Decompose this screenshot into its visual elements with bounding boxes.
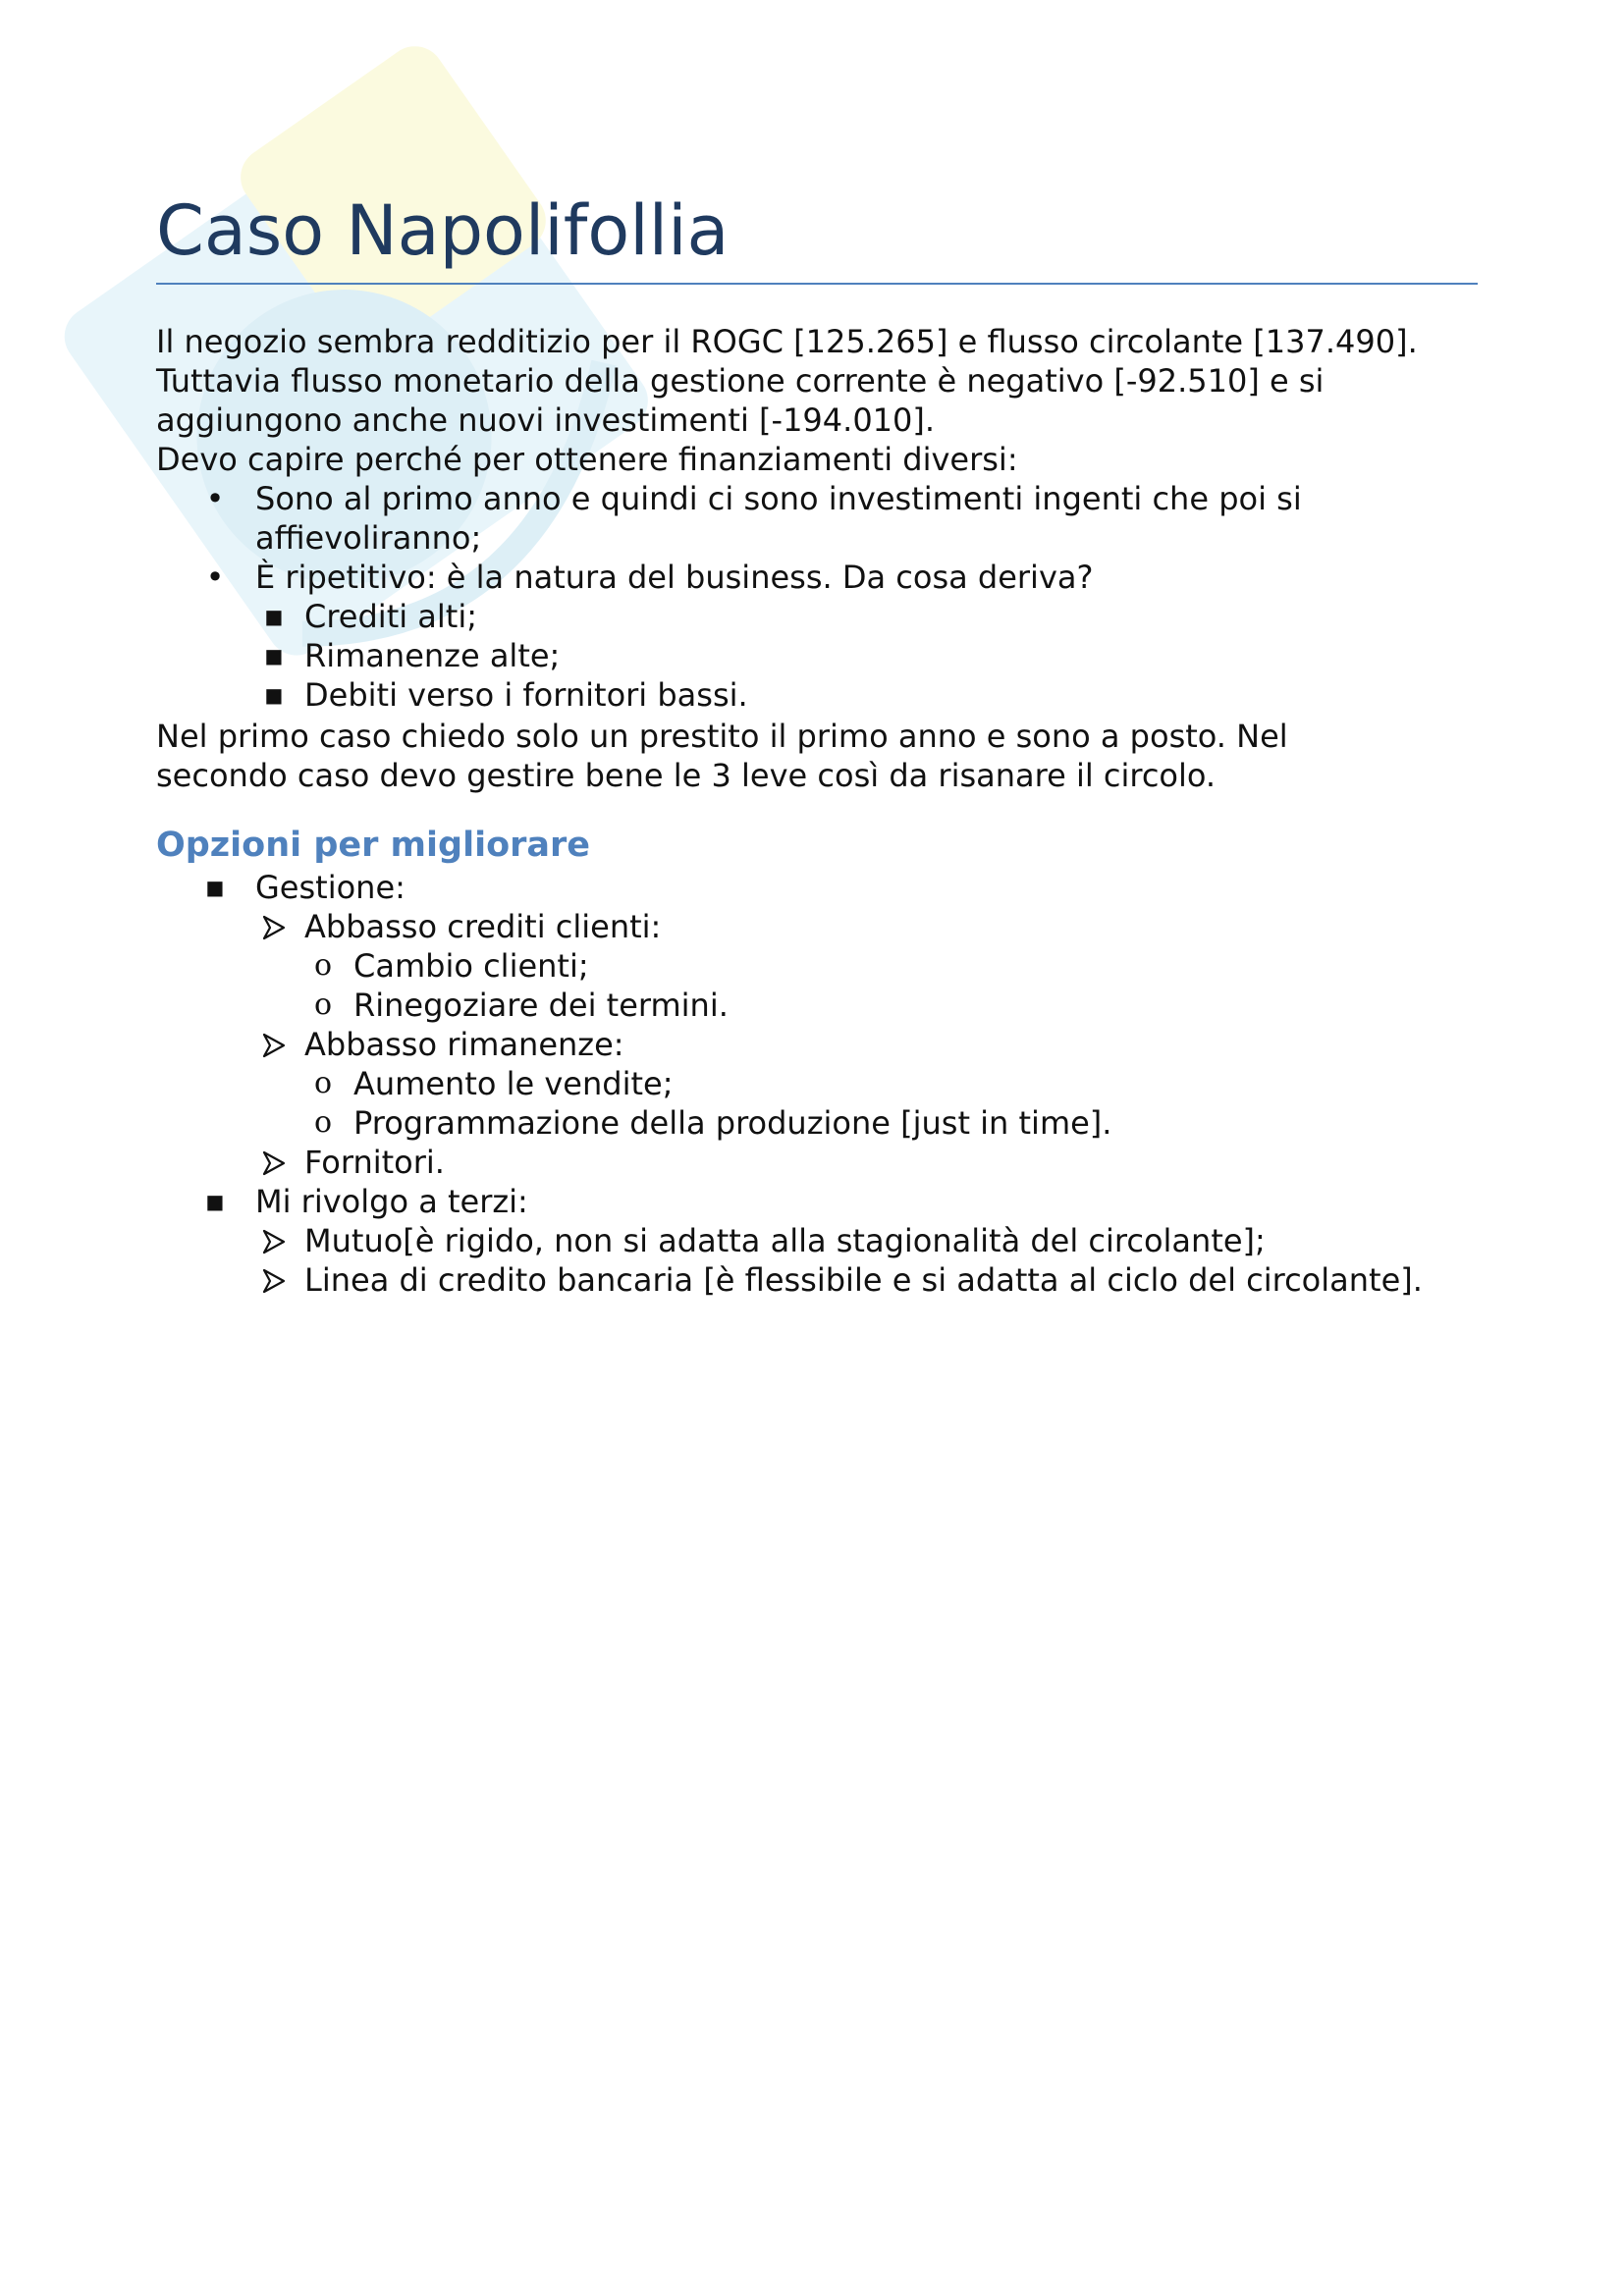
list-item <box>156 907 1478 946</box>
list-item-text: Gestione: <box>255 869 406 906</box>
list-item-text: Sono al primo anno e quindi ci sono investimenti ingenti che poi si <box>255 480 1302 517</box>
list-item-text: Fornitori. <box>304 1144 445 1181</box>
intro-line: Il negozio sembra redditizio per il ROGC [125.265] e flusso circolante [137.490]. <box>156 323 1418 360</box>
list-item <box>156 868 1478 907</box>
list-item <box>156 479 1478 558</box>
bullet-circle-icon: o <box>313 948 333 983</box>
bullet-circle-icon: o <box>313 1066 333 1100</box>
section-heading: Opzioni per migliorare <box>156 826 590 865</box>
list-item <box>156 597 1478 636</box>
bullet-circle-icon: o <box>313 1105 333 1140</box>
intro-line: Devo capire perché per ottenere finanziamenti diversi: <box>156 441 1018 478</box>
list-item-text: Aumento le vendite; <box>353 1065 674 1102</box>
list-item <box>156 1103 1478 1143</box>
bullet-square-icon: ■ <box>264 683 284 707</box>
list-item-text: Cambio clienti; <box>353 947 589 985</box>
document-page <box>156 187 1478 1300</box>
bullet-square-icon: ■ <box>205 876 225 899</box>
bullet-square-icon: ■ <box>264 644 284 667</box>
conclusion-line: Nel primo caso chiedo solo un prestito il primo anno e sono a posto. Nel <box>156 718 1288 755</box>
conclusion-line: secondo caso devo gestire bene le 3 leve così da risanare il circolo. <box>156 757 1217 794</box>
list-item <box>156 675 1478 715</box>
options-list <box>156 868 1478 1300</box>
bullet-circle-icon: o <box>313 988 333 1022</box>
list-item-text: affievoliranno; <box>255 519 482 557</box>
list-item <box>156 1182 1478 1221</box>
list-item-text: Mi rivolgo a terzi: <box>255 1183 528 1220</box>
reasons-list <box>156 479 1478 715</box>
arrow-bullet-icon <box>254 1143 294 1182</box>
list-item <box>156 1260 1478 1300</box>
list-item <box>156 1025 1478 1064</box>
list-item-text: Abbasso rimanenze: <box>304 1026 624 1063</box>
arrow-bullet-icon <box>254 907 294 946</box>
intro-line: Tuttavia flusso monetario della gestione corrente è negativo [-92.510] e si <box>156 362 1325 400</box>
list-item-text: Mutuo[è rigido, non si adatta alla stagionalità del circolante]; <box>304 1222 1266 1259</box>
bullet-dot-icon: • <box>205 559 225 596</box>
list-item-text: Debiti verso i fornitori bassi. <box>304 676 748 714</box>
list-item-text: Abbasso crediti clienti: <box>304 908 662 945</box>
intro-line: aggiungono anche nuovi investimenti [-194.010]. <box>156 401 936 439</box>
list-item <box>156 986 1478 1025</box>
list-item-text: Linea di credito bancaria [è flessibile e si adatta al ciclo del circolante]. <box>304 1261 1423 1299</box>
list-item-text: È ripetitivo: è la natura del business. Da cosa deriva? <box>255 559 1094 596</box>
list-item <box>156 558 1478 597</box>
arrow-bullet-icon <box>254 1025 294 1064</box>
bullet-dot-icon: • <box>205 480 225 517</box>
list-item <box>156 1221 1478 1260</box>
arrow-bullet-icon <box>254 1260 294 1300</box>
list-item-text: Rinegoziare dei termini. <box>353 987 729 1024</box>
list-item <box>156 946 1478 986</box>
list-item <box>156 1143 1478 1182</box>
bullet-square-icon: ■ <box>205 1190 225 1213</box>
list-item-text: Rimanenze alte; <box>304 637 561 674</box>
arrow-bullet-icon <box>254 1221 294 1260</box>
list-item-text: Crediti alti; <box>304 598 478 635</box>
list-item <box>156 636 1478 675</box>
document-body <box>156 322 1478 1300</box>
page-title: Caso Napolifollia <box>156 187 1478 285</box>
list-item-text: Programmazione della produzione [just in time]. <box>353 1104 1112 1142</box>
list-item <box>156 1064 1478 1103</box>
bullet-square-icon: ■ <box>264 605 284 628</box>
